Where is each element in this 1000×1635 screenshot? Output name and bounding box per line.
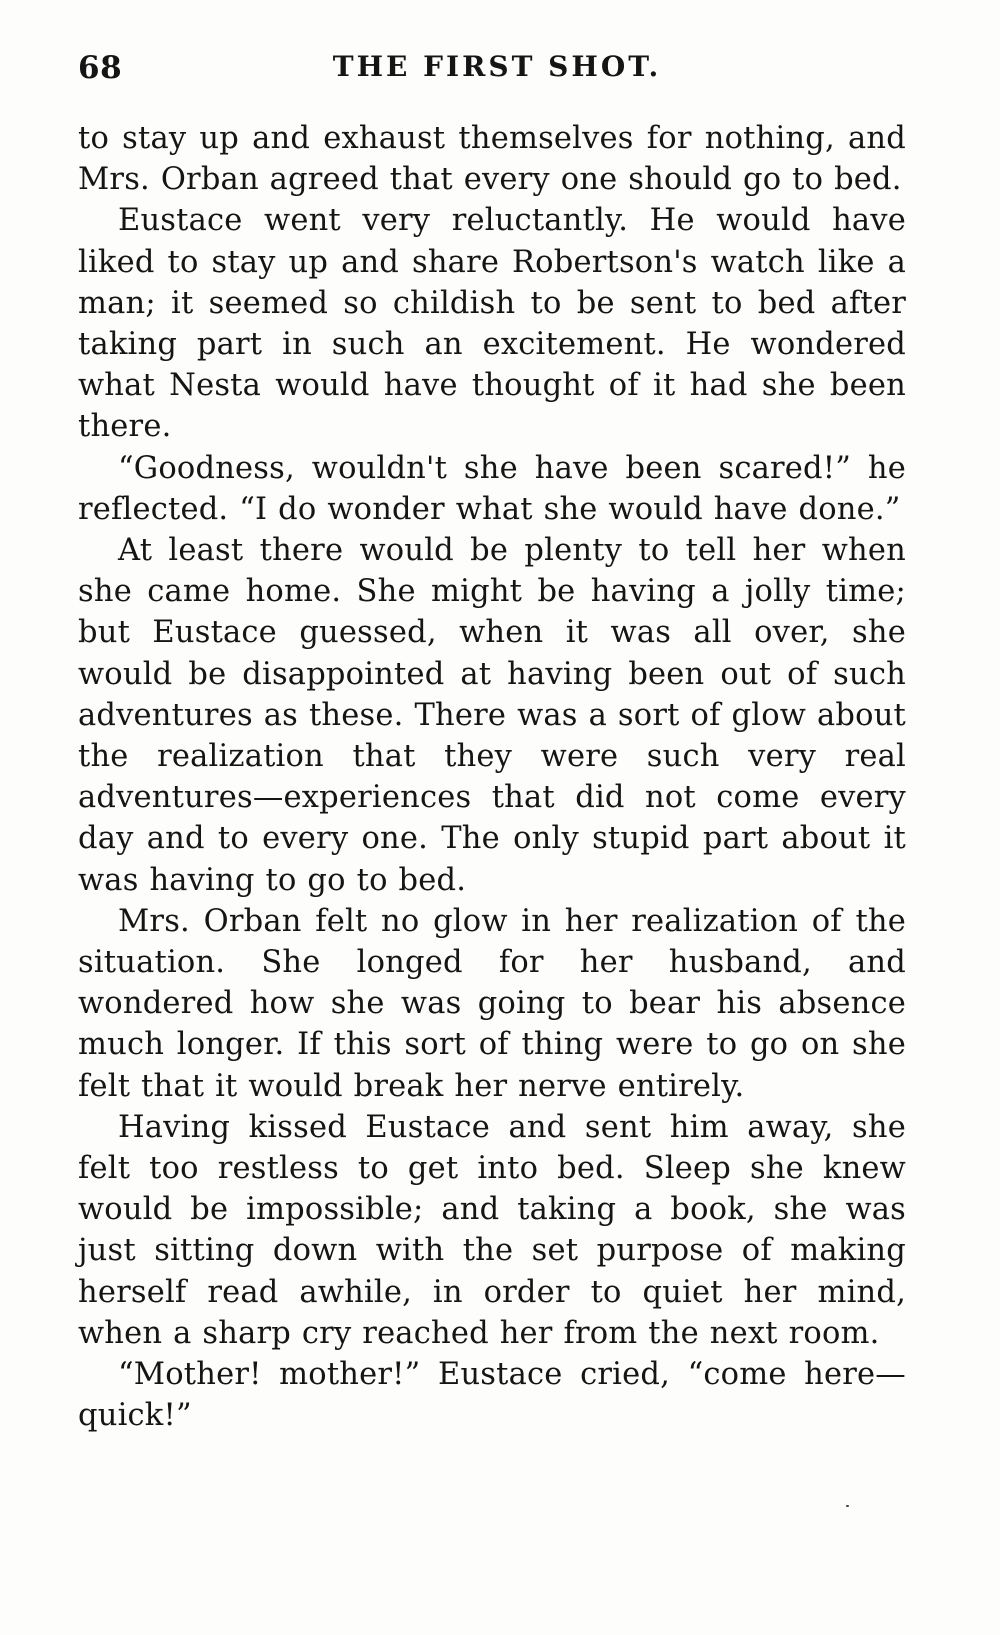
paragraph-having-kissed: Having kissed Eustace and sent him away, she felt too restless to get into bed. Sleep she knew would be impossible; and taking a book, she was just sitting down with the set purpose of making herself read awhile, in order to quiet her mind, when a sharp cry reached her from the next room. <box>78 1109 906 1351</box>
paragraph-goodness: “Goodness, wouldn't she have been scared!” he reflected. “I do wonder what she would have done.” <box>78 450 906 527</box>
paragraph-at-least: At least there would be plenty to tell her when she came home. She might be having a jolly time; but Eustace guessed, when it was all over, she would be disappointed at having been out of such adventures as these. There was a sort of glow about the realization that they were such very real adventures—experiences that did not come every day and to every one. The only stupid part about it was having to go to bed. <box>78 533 906 898</box>
paragraph-mother-cry: “Mother! mother!” Eustace cried, “come here—quick!” <box>78 1357 906 1434</box>
ink-speck <box>846 1505 849 1507</box>
running-head <box>78 50 906 94</box>
paragraph-mrs-orban: Mrs. Orban felt no glow in her realization of the situation. She longed for her husband, and wondered how she was going to bear his absence much longer. If this sort of thing were to go on she felt that it would break her nerve entirely. <box>78 903 906 1104</box>
running-title: THE FIRST SHOT. <box>332 50 662 83</box>
body-text <box>78 118 906 1437</box>
paragraph-eustace-reluctant: Eustace went very reluctantly. He would have liked to stay up and share Robertson's watch like a man; it seemed so childish to be sent to bed after taking part in such an excitement. He wondered what Nesta would have thought of it had she been there. <box>78 203 906 445</box>
paragraph-continuation: to stay up and exhaust themselves for nothing, and Mrs. Orban agreed that every one should go to bed. <box>78 121 906 198</box>
page-number: 68 <box>78 50 123 86</box>
